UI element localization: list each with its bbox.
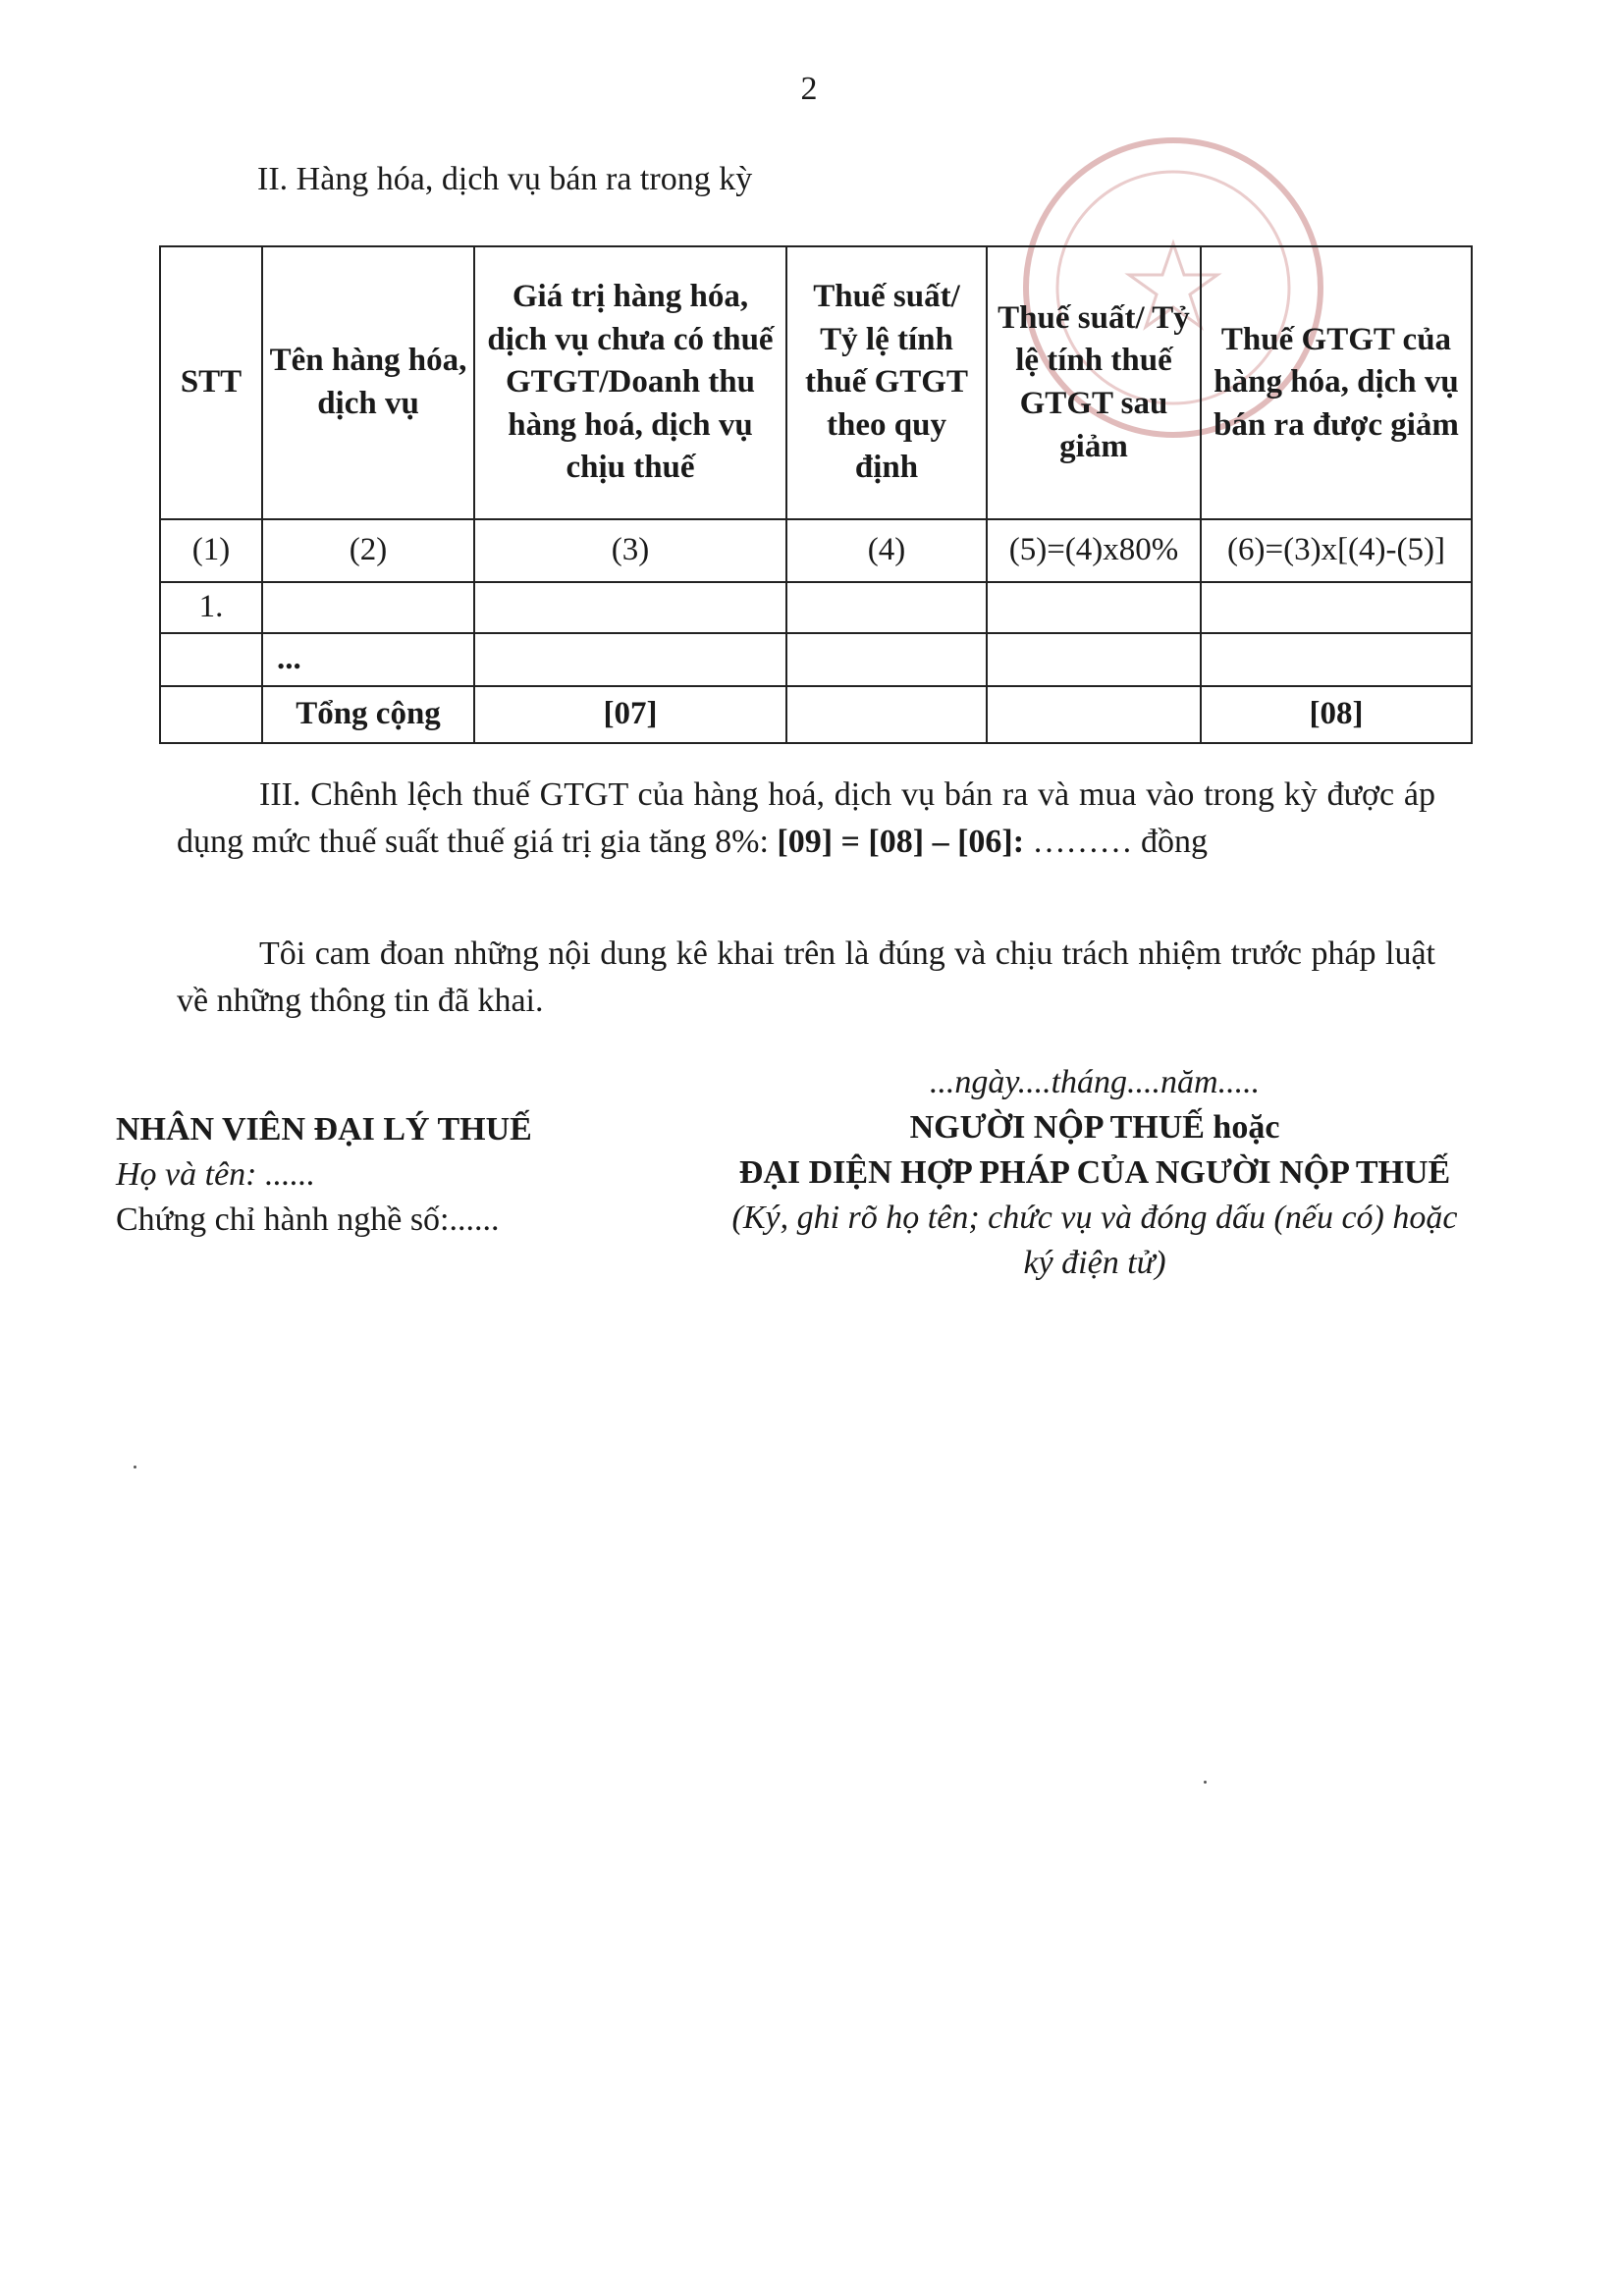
legal-representative-title: ĐẠI DIỆN HỢP PHÁP CỦA NGƯỜI NỘP THUẾ — [738, 1154, 1451, 1191]
header-goods-name: Tên hàng hóa, dịch vụ — [262, 246, 474, 519]
table-cell — [786, 686, 987, 743]
table-cell — [786, 582, 987, 633]
section-iii-paragraph — [177, 772, 1435, 866]
table-cell — [262, 582, 474, 633]
scan-speck — [134, 1466, 136, 1468]
table-cell — [474, 582, 786, 633]
tax-agent-signature-block — [116, 1107, 626, 1243]
col-number: (6)=(3)x[(4)-(5)] — [1201, 519, 1472, 582]
col-number: (1) — [160, 519, 262, 582]
page-number: 2 — [800, 71, 818, 107]
header-tax-rate-regulation: Thuế suất/ Tỷ lệ tính thuế GTGT theo quy định — [786, 246, 987, 519]
header-reduced-vat: Thuế GTGT của hàng hóa, dịch vụ bán ra được giảm — [1201, 246, 1472, 519]
taxpayer-title: NGƯỜI NỘP THUẾ hoặc — [909, 1109, 1280, 1146]
ellipsis-cell: ... — [262, 633, 474, 686]
declaration-paragraph: Tôi cam đoan những nội dung kê khai trên là đúng và chịu trách nhiệm trước pháp luật về những thông tin đã khai. — [177, 935, 1435, 1019]
col-number: (4) — [786, 519, 987, 582]
tax-agent-name-line: Họ và tên: ...... — [116, 1156, 316, 1193]
table-cell — [987, 686, 1201, 743]
section-iii-formula: [09] = [08] – [06]: — [777, 824, 1025, 860]
table-cell — [160, 633, 262, 686]
scan-speck — [1204, 1781, 1207, 1784]
section-ii-heading: II. Hàng hóa, dịch vụ bán ra trong kỳ — [257, 161, 753, 197]
table-cell — [987, 582, 1201, 633]
col-number: (5)=(4)x80% — [987, 519, 1201, 582]
col-number: (2) — [262, 519, 474, 582]
total-code-08: [08] — [1201, 686, 1472, 743]
table-cell — [474, 633, 786, 686]
table-cell — [987, 633, 1201, 686]
col-number: (3) — [474, 519, 786, 582]
total-row — [160, 686, 1472, 743]
total-code-07: [07] — [474, 686, 786, 743]
table-cell — [1201, 633, 1472, 686]
header-stt: STT — [160, 246, 262, 519]
header-value-before-tax: Giá trị hàng hóa, dịch vụ chưa có thuế GTGT/Doanh thu hàng hoá, dịch vụ chịu thuế — [474, 246, 786, 519]
section-iii-amount: ……… đồng — [1024, 824, 1209, 860]
section-iii-text: III. Chênh lệch thuế GTGT của hàng hoá, dịch vụ bán ra và mua vào trong kỳ được áp dụng mức thuế suất thuế giá trị gia tăng 8%: — [177, 776, 1435, 860]
total-label: Tổng cộng — [262, 686, 474, 743]
table-cell — [160, 686, 262, 743]
table-cell — [786, 633, 987, 686]
table-header-row — [160, 246, 1472, 519]
header-tax-rate-reduced: Thuế suất/ Tỷ lệ tính thuế GTGT sau giảm — [987, 246, 1201, 519]
goods-services-table — [159, 245, 1473, 744]
taxpayer-signature-block — [677, 1060, 1512, 1286]
table-row — [160, 633, 1472, 686]
tax-agent-certificate-line: Chứng chỉ hành nghề số:...... — [116, 1201, 500, 1238]
column-number-row — [160, 519, 1472, 582]
row-stt: 1. — [160, 582, 262, 633]
date-line: ...ngày....tháng....năm..... — [929, 1064, 1261, 1100]
signature-note: (Ký, ghi rõ họ tên; chức vụ và đóng dấu (nếu có) hoặc ký điện tử) — [731, 1200, 1458, 1281]
table-cell — [1201, 582, 1472, 633]
tax-agent-title: NHÂN VIÊN ĐẠI LÝ THUẾ — [116, 1111, 532, 1148]
table-row — [160, 582, 1472, 633]
